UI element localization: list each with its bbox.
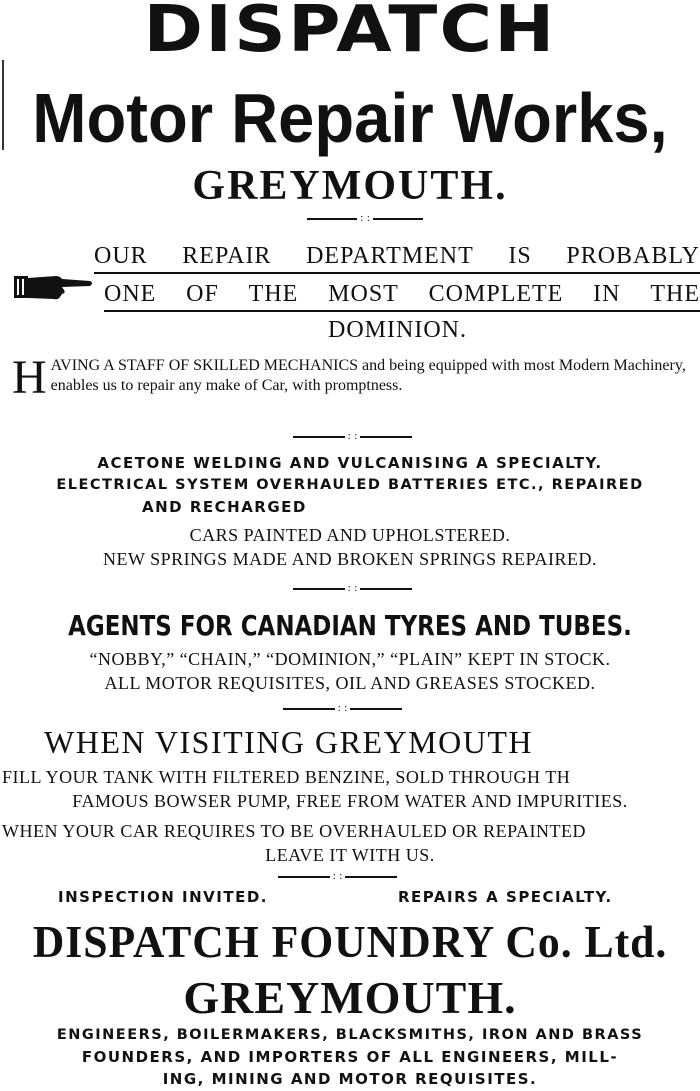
separator: : : — [300, 214, 430, 224]
repair-notice-line-3: DOMINION. — [328, 317, 467, 343]
repair-notice-line-2: ONE OF THE MOST COMPLETE IN THE — [104, 278, 700, 312]
specialty-welding: ACETONE WELDING AND VULCANISING A SPECIALTY. — [97, 454, 603, 472]
header-town: GREYMOUTH. — [192, 163, 508, 209]
repairs-specialty: REPAIRS A SPECIALTY. — [398, 888, 613, 906]
separator: : : — [285, 584, 420, 594]
visiting-line-2: FAMOUS BOWSER PUMP, FREE FROM WATER AND IMPURITIES. — [72, 791, 628, 811]
separator: : : — [275, 704, 410, 714]
header-title: DISPATCH — [143, 0, 557, 67]
trades-line-1: ENGINEERS, BOILERMAKERS, BLACKSMITHS, IRON AND BRASS — [56, 1027, 644, 1043]
company-town: GREYMOUTH. — [183, 972, 517, 1023]
repair-notice-line-1: OUR REPAIR DEPARTMENT IS PROBABLY — [94, 240, 700, 274]
header-subtitle: Motor Repair Works, — [32, 79, 668, 157]
column-rule — [2, 60, 4, 150]
staff-paragraph — [12, 351, 698, 404]
drop-cap: H — [12, 351, 47, 404]
specialty-painted: CARS PAINTED AND UPHOLSTERED. — [189, 525, 511, 545]
agents-requisites: ALL MOTOR REQUISITES, OIL AND GREASES STOCKED. — [104, 673, 596, 693]
visiting-line-3: WHEN YOUR CAR REQUIRES TO BE OVERHAULED OR REPAINTED — [2, 821, 587, 841]
separator: : : — [285, 432, 420, 442]
specialty-springs: NEW SPRINGS MADE AND BROKEN SPRINGS REPAIRED. — [102, 549, 598, 569]
agents-brands: “NOBBY,” “CHAIN,” “DOMINION,” “PLAIN” KEPT IN STOCK. — [89, 649, 611, 669]
agents-heading: AGENTS FOR CANADIAN TYRES AND TUBES. — [68, 609, 632, 642]
visiting-line-4: LEAVE IT WITH US. — [265, 845, 435, 865]
trades-line-3: ING, MINING AND MOTOR REQUISITES. — [162, 1070, 538, 1088]
staff-paragraph-text: AVING A STAFF OF SKILLED MECHANICS and being equipped with most Modern Machinery, enables us to repair any make of Car, with promptness. — [50, 357, 686, 394]
company-name: DISPATCH FOUNDRY Co. Ltd. — [32, 916, 668, 967]
specialty-electrical: ELECTRICAL SYSTEM OVERHAULED BATTERIES ETC., REPAIRED — [56, 477, 644, 493]
specialty-recharged: AND RECHARGED — [142, 498, 307, 516]
inspection-invited: INSPECTION INVITED. — [58, 888, 268, 906]
trades-line-2: FOUNDERS, AND IMPORTERS OF ALL ENGINEERS, MILL- — [81, 1048, 619, 1066]
visiting-line-1: FILL YOUR TANK WITH FILTERED BENZINE, SOLD THROUGH TH — [2, 767, 571, 787]
pointing-hand-icon — [12, 270, 94, 304]
separator: : : — [270, 872, 405, 882]
visiting-heading: WHEN VISITING GREYMOUTH — [44, 724, 533, 760]
